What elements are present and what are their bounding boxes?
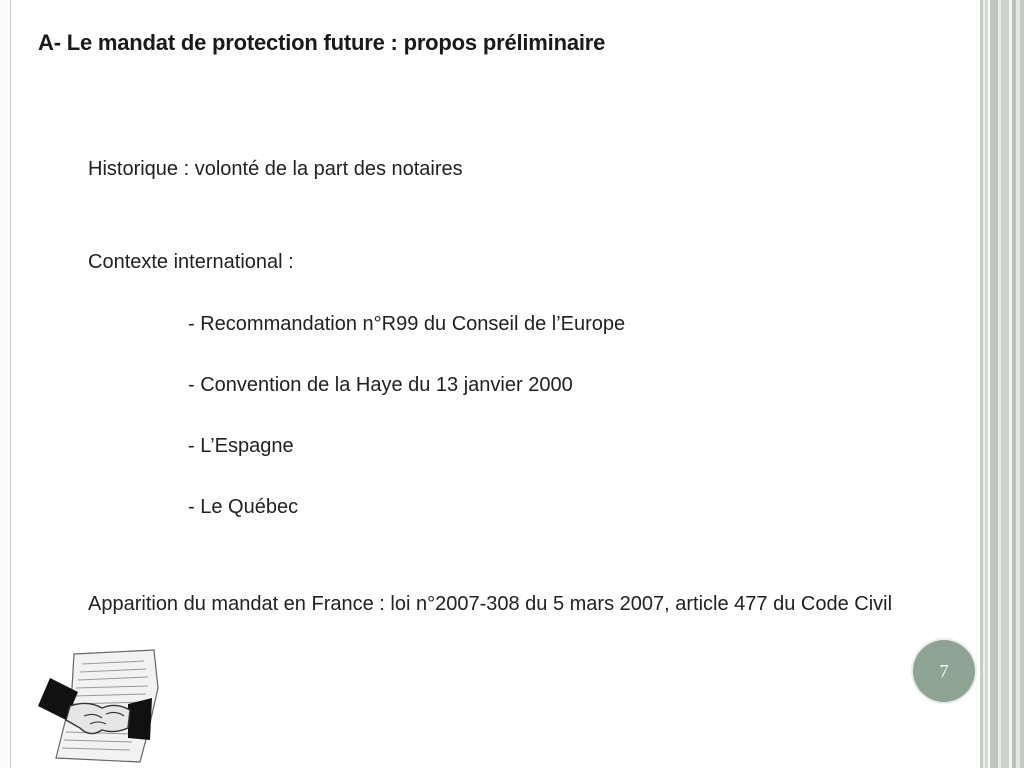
right-decorative-stripes — [976, 0, 1024, 768]
right-sleeve — [128, 698, 152, 740]
page-number: 7 — [939, 660, 949, 681]
slide-title: A- Le mandat de protection future : propos préliminaire — [38, 30, 606, 55]
contexte-item-1: - Recommandation n°R99 du Conseil de l’Europe — [188, 313, 626, 335]
page-number-badge — [913, 640, 975, 702]
apparition-text: Apparition du mandat en France : loi n°2007-308 du 5 mars 2007, article 477 du Code Civil — [88, 593, 893, 615]
contexte-item-2: - Convention de la Haye du 13 janvier 2000 — [188, 374, 573, 396]
contexte-item-4: - Le Québec — [188, 496, 299, 518]
left-border — [0, 0, 11, 768]
contexte-item-3: - L’Espagne — [188, 435, 294, 457]
handshake-document-icon — [36, 648, 166, 764]
historique-text: Historique : volonté de la part des notaires — [88, 158, 463, 180]
contexte-label: Contexte international : — [88, 251, 294, 273]
